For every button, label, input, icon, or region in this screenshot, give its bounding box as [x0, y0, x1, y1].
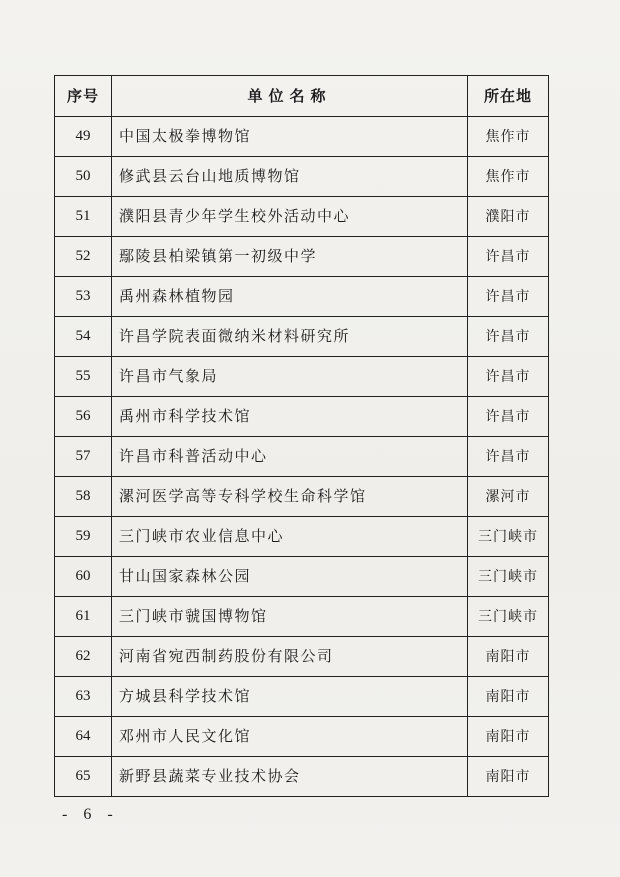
row-location: 南阳市: [468, 637, 549, 677]
table-row: [55, 437, 549, 477]
row-location: 许昌市: [468, 397, 549, 437]
row-location: 南阳市: [468, 717, 549, 757]
row-seq: 57: [55, 437, 112, 477]
unit-list-table: [54, 75, 549, 797]
row-location: 焦作市: [468, 117, 549, 157]
row-location: 南阳市: [468, 757, 549, 797]
row-location: 南阳市: [468, 677, 549, 717]
row-location: 许昌市: [468, 437, 549, 477]
table-row: [55, 597, 549, 637]
table-row: [55, 717, 549, 757]
table-row: [55, 757, 549, 797]
row-seq: 51: [55, 197, 112, 237]
table-row: [55, 477, 549, 517]
header-location: 所在地: [468, 76, 549, 117]
row-location: 漯河市: [468, 477, 549, 517]
table-row: [55, 557, 549, 597]
row-unit-name: 濮阳县青少年学生校外活动中心: [112, 197, 468, 237]
table-header-row: [55, 76, 549, 117]
table-row: [55, 197, 549, 237]
row-seq: 54: [55, 317, 112, 357]
row-unit-name: 甘山国家森林公园: [112, 557, 468, 597]
row-location: 许昌市: [468, 237, 549, 277]
table-row: [55, 117, 549, 157]
header-name: 单位名称: [112, 76, 468, 117]
row-location: 焦作市: [468, 157, 549, 197]
header-seq: 序号: [55, 76, 112, 117]
page-number: - 6 -: [62, 806, 119, 823]
row-seq: 50: [55, 157, 112, 197]
row-location: 三门峡市: [468, 517, 549, 557]
row-unit-name: 三门峡市农业信息中心: [112, 517, 468, 557]
row-seq: 49: [55, 117, 112, 157]
row-location: 三门峡市: [468, 597, 549, 637]
row-unit-name: 许昌市科普活动中心: [112, 437, 468, 477]
row-seq: 56: [55, 397, 112, 437]
row-unit-name: 漯河医学高等专科学校生命科学馆: [112, 477, 468, 517]
row-seq: 59: [55, 517, 112, 557]
row-seq: 64: [55, 717, 112, 757]
table-row: [55, 357, 549, 397]
row-seq: 58: [55, 477, 112, 517]
row-location: 许昌市: [468, 357, 549, 397]
row-unit-name: 邓州市人民文化馆: [112, 717, 468, 757]
row-unit-name: 河南省宛西制药股份有限公司: [112, 637, 468, 677]
row-unit-name: 禹州市科学技术馆: [112, 397, 468, 437]
table-row: [55, 317, 549, 357]
table-row: [55, 677, 549, 717]
row-unit-name: 鄢陵县柏梁镇第一初级中学: [112, 237, 468, 277]
row-unit-name: 中国太极拳博物馆: [112, 117, 468, 157]
row-unit-name: 禹州森林植物园: [112, 277, 468, 317]
unit-list-table-container: [54, 75, 548, 797]
table-row: [55, 157, 549, 197]
row-location: 三门峡市: [468, 557, 549, 597]
table-row: [55, 637, 549, 677]
table-row: [55, 237, 549, 277]
row-location: 许昌市: [468, 277, 549, 317]
table-row: [55, 517, 549, 557]
table-row: [55, 277, 549, 317]
row-seq: 63: [55, 677, 112, 717]
table-row: [55, 397, 549, 437]
row-unit-name: 许昌学院表面微纳米材料研究所: [112, 317, 468, 357]
row-location: 许昌市: [468, 317, 549, 357]
row-location: 濮阳市: [468, 197, 549, 237]
row-unit-name: 许昌市气象局: [112, 357, 468, 397]
row-seq: 52: [55, 237, 112, 277]
table-body: [55, 117, 549, 797]
row-seq: 62: [55, 637, 112, 677]
row-unit-name: 新野县蔬菜专业技术协会: [112, 757, 468, 797]
row-seq: 55: [55, 357, 112, 397]
row-seq: 61: [55, 597, 112, 637]
row-unit-name: 三门峡市虢国博物馆: [112, 597, 468, 637]
row-seq: 65: [55, 757, 112, 797]
row-unit-name: 方城县科学技术馆: [112, 677, 468, 717]
row-seq: 53: [55, 277, 112, 317]
row-unit-name: 修武县云台山地质博物馆: [112, 157, 468, 197]
row-seq: 60: [55, 557, 112, 597]
